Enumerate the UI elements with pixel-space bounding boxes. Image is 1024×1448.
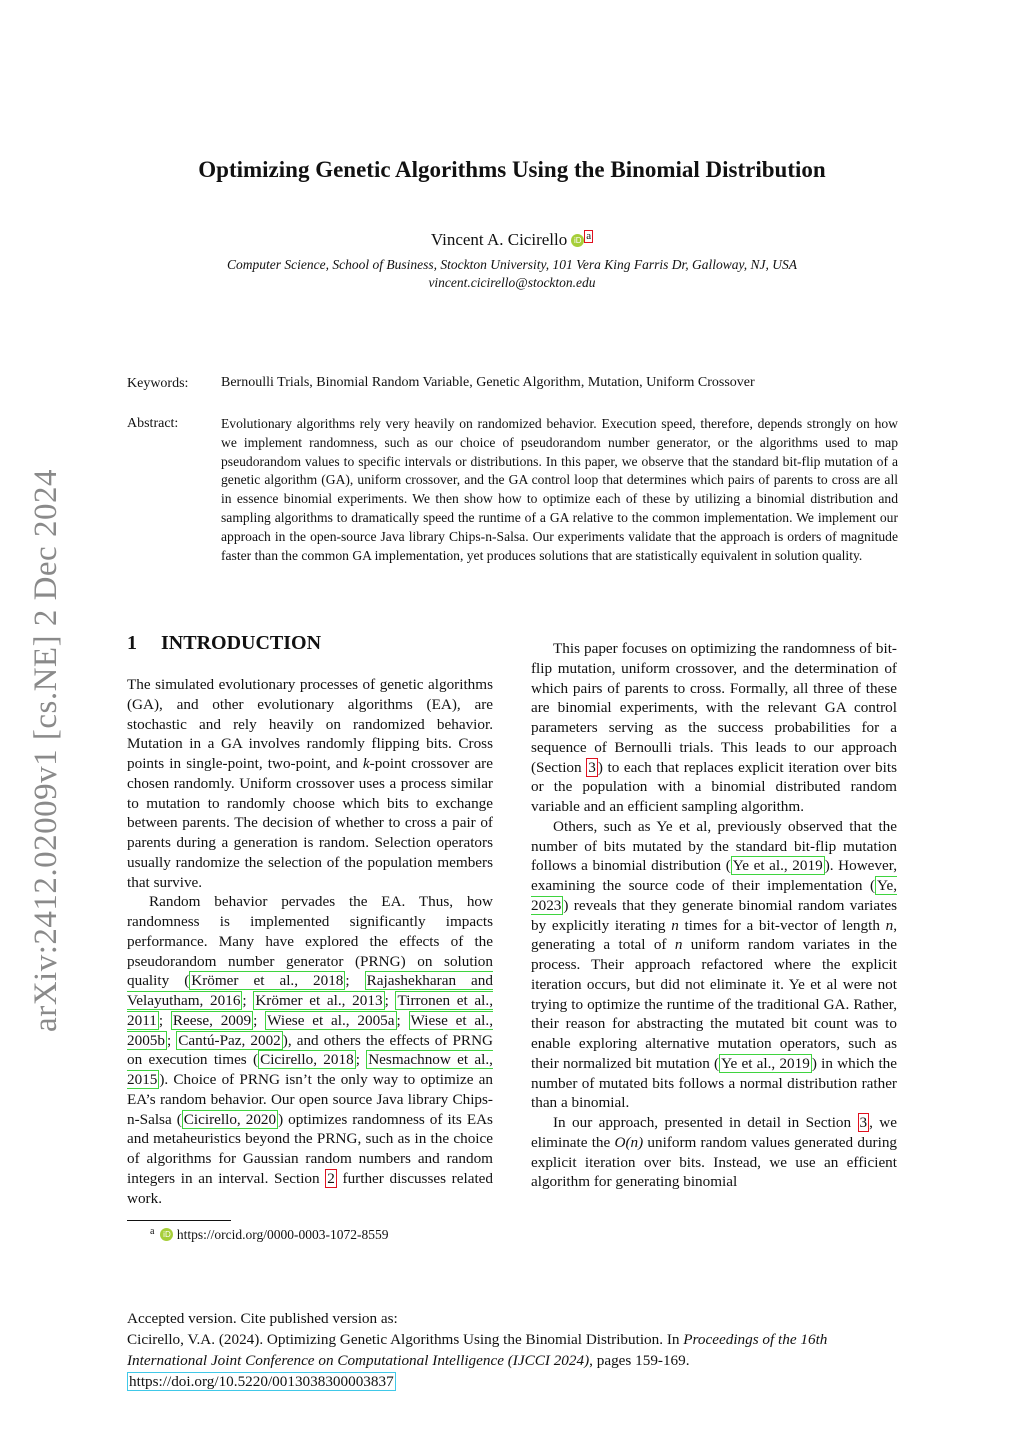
author-name: Vincent A. Cicirello xyxy=(430,230,568,249)
citation-link[interactable]: Cicirello, 2018 xyxy=(260,1051,354,1069)
right-column xyxy=(531,639,897,1192)
text-run: This paper focuses on optimizing the randomness of bit-flip mutation, uniform crossover, and the determination of which pairs of parents to cross. Formally, all three of these are binomial experiments, with the relevant GA control parameters serving as the success probabilities for a sequence of Bernoulli trials. This leads to our approach (Section xyxy=(531,640,897,776)
text-run: ), and others the effects of PRNG on execution times ( xyxy=(127,1031,494,1069)
citation-link[interactable]: Reese, 2009 xyxy=(172,1011,252,1029)
left-column xyxy=(127,631,493,1208)
text-run: ; xyxy=(166,1031,177,1049)
keywords-label: Keywords: xyxy=(127,376,189,391)
text-run: Cicirello, V.A. (2024). Optimizing Genetic Algorithms Using the Binomial Distribution. In xyxy=(127,1331,684,1348)
affiliation: Computer Science, School of Business, Stockton University, 101 Vera King Farris Dr, Galloway, NJ, USA xyxy=(227,257,797,272)
citation-text xyxy=(127,1329,907,1371)
orcid-icon[interactable]: iD xyxy=(160,1228,173,1241)
citation-venue: Proceedings of the 16th International Joint Conference on Computational Intelligence (IJCCI 2024) xyxy=(127,1331,828,1369)
orcid-icon[interactable]: iD xyxy=(571,234,584,247)
text-run: further discusses related work. xyxy=(127,1169,493,1207)
intro-paragraph-5 xyxy=(531,1113,897,1192)
section-heading xyxy=(127,631,493,655)
citation-link[interactable]: Krömer et al., 2018 xyxy=(191,972,344,990)
keywords-text: Bernoulli Trials, Binomial Random Variable, Genetic Algorithm, Mutation, Uniform Crossover xyxy=(221,375,755,390)
doi-link[interactable]: https://doi.org/10.5220/0013038300003837 xyxy=(129,1373,394,1390)
intro-paragraph-4 xyxy=(531,817,897,1113)
citation-link[interactable]: Rajashekharan and Velayutham, 2016 xyxy=(127,972,493,1009)
math-n: n xyxy=(671,916,679,934)
author-footnote-link[interactable]: a xyxy=(586,230,592,242)
text-run: The simulated evolutionary processes of genetic algorithms (GA), and other evolutionary algorithms (EA), are stochastic and rely heavily on randomized behavior. Mutation in a GA involves randomly flipping bits. Cross points in single-point, two-point, and xyxy=(127,676,493,772)
text-run: ; xyxy=(384,992,396,1009)
citation-link[interactable]: Tirronen et al., 2011 xyxy=(127,992,493,1029)
text-run: ; xyxy=(396,1011,409,1029)
text-run: ). Choice of PRNG isn’t the only way to optimize an EA’s random behavior. Our open source Java library Chips-n-Salsa ( xyxy=(127,1071,493,1128)
text-run: ) reveals that they generate binomial random variates by explicitly iterating xyxy=(531,896,897,934)
text-run: -point crossover are chosen randomly. Uniform crossover uses a process similar to mutation to randomly choose which bits to exchange between parents. The decision of whether to cross a pair of parents during a generation is random. Selection operators usually randomize the selection of the population members that survive. xyxy=(127,755,493,891)
citation-link[interactable]: Ye et al., 2019 xyxy=(732,857,823,875)
text-run: , we eliminate the xyxy=(531,1114,897,1151)
orcid-url[interactable]: https://orcid.org/0000-0003-1072-8559 xyxy=(176,1227,389,1242)
text-run: ; xyxy=(158,1011,171,1029)
section-title: INTRODUCTION xyxy=(161,632,322,654)
accepted-version-note: Accepted version. Cite published version as: xyxy=(127,1310,398,1327)
section-ref-link[interactable]: 3 xyxy=(588,758,596,776)
text-run: uniform random variates in the process. Their approach refactored where the explicit iteration occurs, but did not eliminate it. Ye et al were not trying to optimize the runtime of the traditional GA. Rather, their reason for abstracting the mutated bit count was to enable exploring alternative mutation operators, such as their normalized bit mutation ( xyxy=(531,936,898,1072)
text-run: Random behavior pervades the EA. Thus, how randomness is implemented significantly impacts performance. Many have explored the effects of the pseudorandom number generator (PRNG) on solution quality ( xyxy=(127,893,493,990)
text-run: , generating a total of xyxy=(531,916,897,954)
abstract-text: Evolutionary algorithms rely very heavily on randomized behavior. Execution speed, therefore, depends strongly on how we implement randomness, such as our choice of pseudorandom number generator, or the algorithms used to map pseudorandom values to specific intervals or distributions. In this paper, we observe that the standard bit-flip mutation of a genetic algorithm (GA), uniform crossover, and the GA control loop that determines which pairs of parents to cross are all in essence binomial experiments. We then show how to optimize each of these by utilizing a binomial distribution and sampling algorithms to dramatically speed the runtime of a GA relative to the common implementation. We implement our approach in the open-source Java library Chips-n-Salsa. Our experiments validate that the approach is orders of magnitude faster than the common GA implementation, yet produces solutions that are statistically equivalent in solution quality. xyxy=(221,416,898,563)
text-run: ; xyxy=(345,972,365,990)
citation-link[interactable]: Wiese et al., 2005b xyxy=(127,1011,493,1049)
footnote-divider xyxy=(127,1220,231,1221)
text-run: times for a bit-vector of length xyxy=(678,916,886,934)
author-line xyxy=(0,230,1024,250)
text-run: In our approach, presented in detail in Section xyxy=(553,1114,858,1131)
arxiv-stamp-text: arXiv:2412.02009v1 [cs.NE] 2 Dec 2024 xyxy=(27,468,64,1032)
text-run: ) to each that replaces explicit iteration over bits or the population with a binomial distributed random variable and an efficient sampling algorithm. xyxy=(531,758,897,815)
intro-paragraph-2 xyxy=(127,892,493,1208)
citation-link[interactable]: Cicirello, 2020 xyxy=(183,1110,277,1128)
text-run: ; xyxy=(242,992,254,1009)
citation-link[interactable]: Cantú-Paz, 2002 xyxy=(178,1031,281,1049)
section-ref-link[interactable]: 3 xyxy=(859,1114,868,1131)
text-run: ) optimizes randomness of its EAs and metaheuristics beyond the PRNG, such as in the choice of algorithms for Gaussian random numbers and random integers in an interval. Section xyxy=(127,1110,493,1187)
footnote-mark: a xyxy=(150,1226,155,1237)
text-run: uniform random values generated during explicit iteration over bits. Instead, we use an efficient algorithm for generating binomial xyxy=(531,1133,898,1191)
math-n: n xyxy=(885,916,894,934)
affiliation-block xyxy=(0,256,1024,292)
text-run: , pages 159-169. xyxy=(589,1352,690,1369)
section-number: 1 xyxy=(127,632,137,654)
section-ref-link[interactable]: 2 xyxy=(327,1169,335,1187)
footnote xyxy=(150,1226,388,1243)
intro-paragraph-1 xyxy=(127,675,493,892)
text-run: ; xyxy=(253,1011,266,1029)
text-run: ) in which the number of mutated bits follows a normal distribution rather than a binomial. xyxy=(531,1054,898,1112)
math-n: n xyxy=(674,936,683,954)
text-run: ; xyxy=(355,1051,367,1069)
citation-link[interactable]: Ye, 2023 xyxy=(531,877,897,914)
author-email: vincent.cicirello@stockton.edu xyxy=(428,275,596,290)
math-k: k xyxy=(362,755,370,772)
intro-paragraph-3 xyxy=(531,639,897,817)
math-big-o: O(n) xyxy=(614,1133,644,1151)
text-run: Others, such as Ye et al, previously observed that the number of bits mutated by the standard bit-flip mutation follows a binomial distribution ( xyxy=(531,817,897,875)
citation-link[interactable]: Krömer et al., 2013 xyxy=(255,992,383,1009)
citation-footer xyxy=(127,1308,907,1392)
abstract-label: Abstract: xyxy=(127,416,179,431)
citation-link[interactable]: Nesmachnow et al., 2015 xyxy=(127,1051,493,1088)
arxiv-stamp xyxy=(16,460,76,1040)
text-run: ). However, examining the source code of their implementation ( xyxy=(531,857,897,894)
paper-title: Optimizing Genetic Algorithms Using the Binomial Distribution xyxy=(198,157,826,182)
citation-link[interactable]: Wiese et al., 2005a xyxy=(267,1011,395,1029)
citation-link[interactable]: Ye et al., 2019 xyxy=(721,1054,810,1072)
